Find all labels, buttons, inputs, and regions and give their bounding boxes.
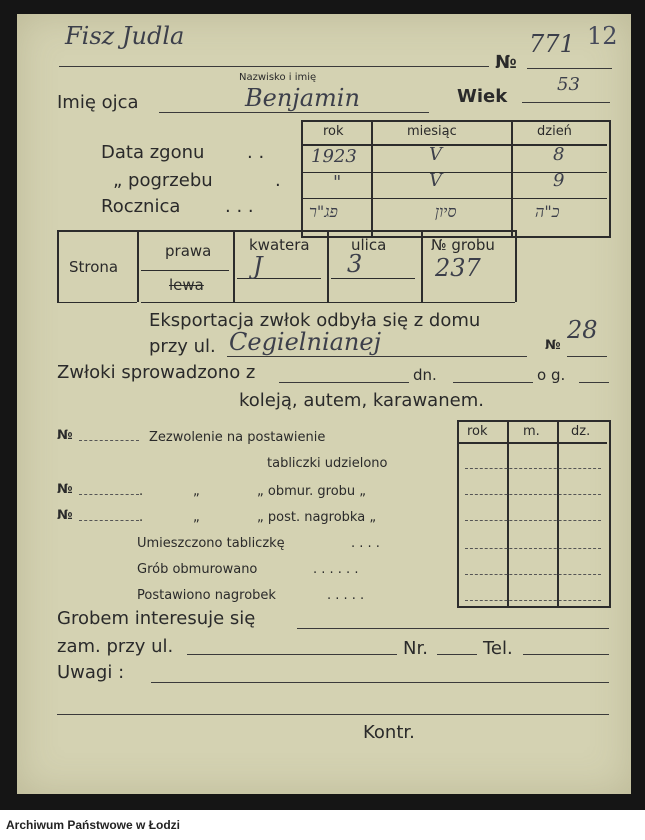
permit-plaque-label: Zezwolenie na postawienie xyxy=(149,430,326,445)
handwritten-street: Cegielnianej xyxy=(229,328,382,356)
number-sign: № xyxy=(495,52,517,73)
permit-box-header-line xyxy=(459,442,607,444)
location-left-border xyxy=(57,230,59,302)
handwritten-burial-month: V xyxy=(429,170,442,191)
notes-line-1 xyxy=(151,682,609,683)
hour-line xyxy=(579,382,609,383)
col-month-header: miesiąc xyxy=(407,124,457,139)
father-line xyxy=(159,112,429,113)
permit-number-line-1 xyxy=(79,440,139,441)
notes-label: Uwagi : xyxy=(57,662,125,683)
permit-box-divider-1 xyxy=(507,422,509,606)
permit-box-row-6 xyxy=(465,600,601,601)
permit-number-sign-1: № xyxy=(57,428,73,443)
handwritten-house-number: 28 xyxy=(567,316,598,344)
house-number-line xyxy=(567,356,607,357)
day-line xyxy=(453,382,533,383)
transport-label: koleją, autem, karawanem. xyxy=(239,390,484,411)
name-caption: Nazwisko i imię xyxy=(239,72,317,83)
permit-box-row-5 xyxy=(465,574,601,575)
permit-box-divider-2 xyxy=(557,422,559,606)
handwritten-death-day: 8 xyxy=(553,144,565,165)
col-year-header: rok xyxy=(323,124,344,139)
grave-no-label: № grobu xyxy=(431,236,495,254)
right-label: prawa xyxy=(165,242,212,260)
box-day-header: dz. xyxy=(571,424,591,439)
box-year-header: rok xyxy=(467,424,488,439)
plaque-placed-dots: . . . . xyxy=(351,536,380,551)
location-top-line xyxy=(57,230,517,232)
archive-caption: Archiwum Państwowe w Łodzi xyxy=(6,818,181,832)
handwritten-anniv-year: פג"ר xyxy=(309,202,338,221)
ditto-mark-4: „ xyxy=(193,510,200,525)
side-split-line xyxy=(141,270,229,271)
grave-walled-dots: . . . . . . xyxy=(313,562,359,577)
handwritten-age: 53 xyxy=(557,74,580,95)
side-label: Strona xyxy=(69,258,119,276)
handwritten-death-year: 1923 xyxy=(311,146,357,167)
nr-line xyxy=(437,654,477,655)
handwritten-burial-year: " xyxy=(333,172,342,193)
age-label: Wiek xyxy=(457,86,508,107)
anniversary-label: Rocznica xyxy=(101,196,181,217)
brought-from-line xyxy=(279,382,409,383)
brought-from-label: Zwłoki sprowadzono z xyxy=(57,362,256,383)
location-bottom-line-2 xyxy=(141,302,515,303)
permit-number-sign-2: № xyxy=(57,482,73,497)
location-right-border xyxy=(515,230,517,302)
death-date-label: Data zgonu xyxy=(101,142,205,163)
permit-box-row-3 xyxy=(465,520,601,521)
tel-line xyxy=(523,654,609,655)
location-divider-2 xyxy=(233,230,235,302)
record-card xyxy=(17,14,631,794)
plaque-granted-label: tabliczki udzielono xyxy=(267,456,388,471)
resides-line xyxy=(187,654,397,655)
location-divider-3 xyxy=(327,230,329,302)
father-name-label: Imię ojca xyxy=(57,92,139,113)
nr-label: Nr. xyxy=(403,638,428,659)
ditto-mark-1: . xyxy=(139,484,144,499)
ditto-mark-2: „ xyxy=(193,484,200,499)
tombstone-label: „ post. nagrobka „ xyxy=(257,510,377,525)
location-divider-1 xyxy=(137,230,139,302)
permit-date-box xyxy=(457,420,611,608)
street-line xyxy=(227,356,527,357)
permit-number-line-3 xyxy=(79,520,139,521)
handwritten-father: Benjamin xyxy=(245,84,360,112)
number-line xyxy=(527,68,612,69)
street-col-label: ulica xyxy=(351,236,387,254)
plaque-placed-label: Umieszczono tabliczkę xyxy=(137,536,285,551)
left-label: lewa xyxy=(169,276,204,294)
handwritten-kwatera: J xyxy=(253,252,263,280)
permit-number-line-2 xyxy=(79,494,139,495)
handwritten-ulica: 3 xyxy=(347,250,363,278)
handwritten-name: Fisz Judla xyxy=(65,22,185,50)
tombstone-placed-label: Postawiono nagrobek xyxy=(137,588,276,603)
col-day-header: dzień xyxy=(537,124,572,139)
handwritten-burial-day: 9 xyxy=(553,170,565,191)
control-label: Kontr. xyxy=(363,722,415,743)
handwritten-number: 771 xyxy=(529,30,575,58)
handwritten-death-month: V xyxy=(429,144,442,165)
ulica-line xyxy=(331,278,415,279)
quarter-label: kwatera xyxy=(249,236,310,254)
location-bottom-line xyxy=(57,302,137,303)
age-line xyxy=(522,102,610,103)
tombstone-placed-dots: . . . . . xyxy=(327,588,365,603)
date-row-line-2 xyxy=(303,198,607,199)
handwritten-anniv-month: סיון xyxy=(435,202,457,221)
kwatera-line xyxy=(237,278,321,279)
handwritten-grave-number: 237 xyxy=(435,254,481,282)
grave-walling-label: „ obmur. grobu „ xyxy=(257,484,367,499)
box-month-header: m. xyxy=(523,424,540,439)
notes-line-2 xyxy=(57,714,609,715)
date-col-divider-1 xyxy=(371,122,373,236)
permit-box-row-4 xyxy=(465,548,601,549)
date-col-divider-2 xyxy=(511,122,513,236)
burial-dots: . xyxy=(275,170,281,191)
death-dots: . . xyxy=(247,142,265,163)
name-line xyxy=(59,66,489,67)
interested-line xyxy=(297,628,609,629)
location-divider-4 xyxy=(421,230,423,302)
interested-label: Grobem interesuje się xyxy=(57,608,256,629)
exhumation-label: Eksportacja zwłok odbyła się z domu xyxy=(149,310,481,331)
permit-box-row-2 xyxy=(465,494,601,495)
anniversary-dots: . . . xyxy=(225,196,254,217)
house-number-sign: № xyxy=(545,338,561,353)
tel-label: Tel. xyxy=(483,638,513,659)
permit-box-row-1 xyxy=(465,468,601,469)
at-street-label: przy ul. xyxy=(149,336,216,357)
resides-label: zam. przy ul. xyxy=(57,636,174,657)
permit-number-sign-3: № xyxy=(57,508,73,523)
handwritten-number-alt: 12 xyxy=(587,22,618,50)
day-label: dn. xyxy=(413,366,437,384)
handwritten-anniv-day: כ"ה xyxy=(535,202,560,221)
burial-label: „ pogrzebu xyxy=(113,170,213,191)
grave-walled-label: Grób obmurowano xyxy=(137,562,258,577)
ditto-mark-3: . xyxy=(139,510,144,525)
hour-label: o g. xyxy=(537,366,566,384)
